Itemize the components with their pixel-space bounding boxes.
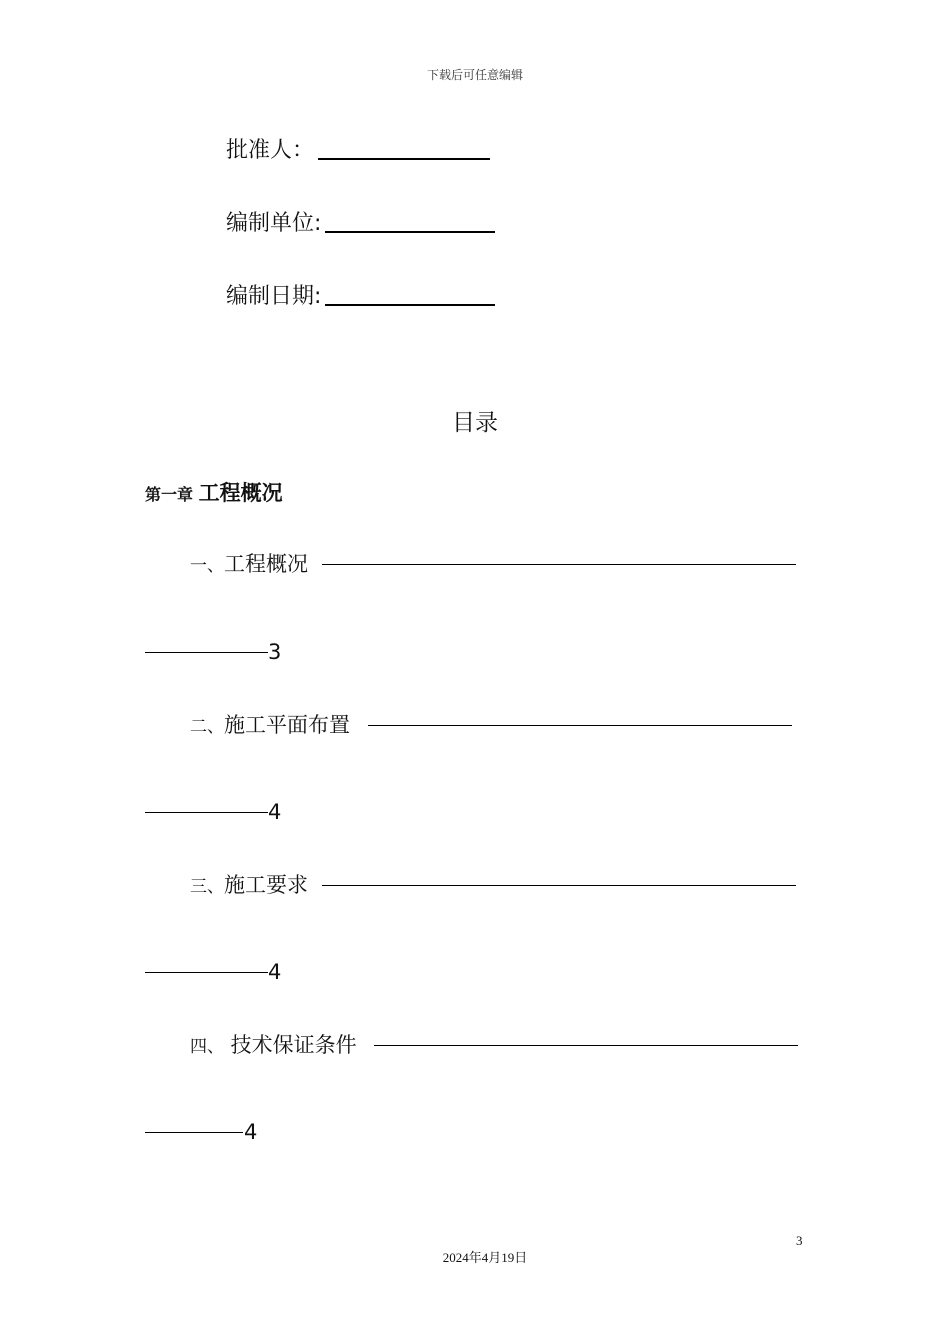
toc-title: 目录 (452, 410, 498, 436)
approver-label: 批准人： (226, 138, 315, 163)
unit-label: 编制单位: (226, 211, 322, 236)
unit-blank-line (325, 231, 495, 233)
approver-blank-line (318, 158, 490, 160)
toc-item-label: 施工要求 (224, 873, 308, 897)
toc-item[interactable] (190, 872, 308, 900)
toc-item-number: 一、 (190, 556, 224, 576)
toc-leader-line (145, 652, 268, 653)
toc-leader-line (145, 1132, 243, 1133)
toc-item-label: 技术保证条件 (224, 1033, 357, 1057)
date-blank-line (325, 304, 495, 306)
footer-date: 2024年4月19日 (442, 1250, 528, 1265)
chapter-heading (145, 480, 283, 508)
toc-leader-line (322, 564, 796, 565)
toc-page-number: 4 (268, 960, 282, 984)
toc-page-number: 4 (268, 800, 282, 824)
toc-leader-line (322, 885, 796, 886)
toc-item[interactable] (190, 712, 350, 740)
page-number: 3 (796, 1233, 803, 1248)
page-header: 下载后可任意编辑 (426, 68, 523, 82)
toc-item-number: 二、 (190, 717, 224, 737)
toc-item-number: 三、 (190, 877, 224, 897)
toc-leader-line (145, 972, 268, 973)
chapter-name: 工程概况 (198, 481, 283, 505)
toc-item[interactable] (190, 1032, 357, 1060)
toc-leader-line (145, 812, 268, 813)
date-label: 编制日期: (226, 284, 322, 309)
toc-page-number: 3 (268, 640, 282, 664)
toc-leader-line (368, 725, 792, 726)
toc-item[interactable] (190, 551, 308, 579)
toc-leader-line (374, 1045, 798, 1046)
toc-page-number: 4 (244, 1120, 258, 1144)
toc-item-label: 施工平面布置 (224, 713, 350, 737)
toc-item-label: 工程概况 (224, 552, 308, 576)
toc-item-number: 四、 (190, 1037, 224, 1057)
chapter-prefix: 第一章 (145, 485, 194, 504)
